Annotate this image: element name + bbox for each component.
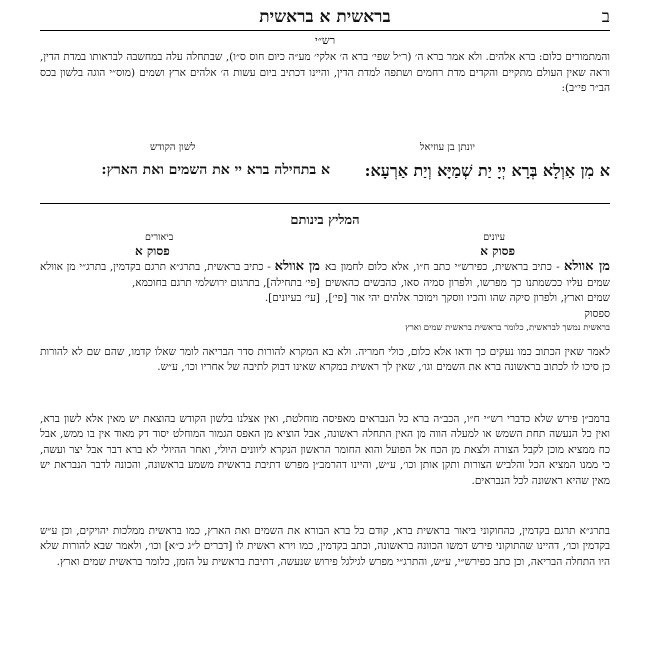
hamelitz-title: המליץ בינותם	[290, 213, 360, 228]
targum-right-header: יונתן בן עוזיאל	[419, 142, 475, 153]
body-paragraph-2: ברמב״ן פירש שלא כדברי רש״י ח״ו, הכב״ה ברא כל הנבראים מאפיסה מוחלטת, ואין אצלנו בלשון הקודש בהוצאת יש מאין אלא לשון ברא, ואין כל הנעשה תחת השמש או למעלה הווה מן האין התחלה ראשונה, אבל הוציא מן האפס הגמור המוחלט יסוד דק מאוד אין בו ממש, אבל כח ממציא מוכן לקבל הצורה ולצאת מן הכח אל הפועל והוא החומר הראשון הנקרא ליוונים היולי, ואחר ההיולי לא ברא דבר אבל יצר ועשה, כי ממנו המציא הכל והלביש הצורות ותקן אותן וכו׳, ע״ש, והיינו דהרמב״ן מפרש דתיבת בראשית משמע בראשונה, והכונה לדבר הנבראת יש מאין שהיא ראשונה לכל הנבראים.	[40, 413, 610, 487]
section-divider	[40, 203, 610, 204]
pasuk-right: פסוק א	[480, 244, 515, 258]
iyunim-note: בראשית נמשך לבראשית, כלומר בראשית בראשית שמים וארץ	[405, 323, 610, 333]
targum-aramaic-verse: א מִן אַוְלָא בְּרָא יְיָ יַת שְׁמַיָּא וְיַת אַרְעָא:	[364, 161, 610, 180]
page-number: ב	[601, 7, 610, 27]
body-paragraph-3: בתרג״א תרגם בקדמין, כהחוקוני ביאור בראשית ברא, קודם כל ברא הבורא את השמים ואת הארץ, כמו בראשית ממלכות יהויקים, וכן ע״ש בקדמין וכו׳, דהיינו שהתוקוני פירש דמשו הכוונה בראשונה, וכתב בקדמין, כמו וירא ראשית לו [דברים ל״ג כ״א] וכו׳, ולאמר שבא להורות שלא היו התחלה הבריאה, וכן כתב כפירש״י, ע״ש, והתרג״י מפרש לגילגל פירוש שנעשה, דתיבת בראשית על הזמן, כלומר בראשית שמים וארץ.	[40, 525, 610, 568]
iyunim-text: - כתיב בראשית, כפירש״י כתב ח״ו, אלא כלום לחמון בא שמים עליו ככשמתנו כך מפרשו, ולפרון סמיה סאו, כהבשים כהאשים שמים וארץ, ולפרון סיקה שהו והכיו ווסקך וימוכר אלהים יהי אור [פי׳], ספסוק	[325, 261, 610, 320]
biurim-text: - כתיב בראשית, בתרג״א תרגם בקדמין, בתרג״י מן אוולא [פי׳ בתחילה], בתרגום ירושלמי תרגם בחוכמא,	[40, 261, 320, 289]
pasuk-left: פסוק א	[135, 244, 170, 258]
rashi-commentary: והמתמורים כלום: ברא אלהים. ולא אמר ברא ה׳ (ר״ל שפי׳ ברא ה׳ אלקי׳ מע״ה כיום חוס ס״ו), שבתחלה עלה במחשבה לבראותו במדת הדין, וראה שאין העולם מתקיים והקדים מדת רחמים ושתפה למדת הדין, והיינו דכתיב ביום עשות ה׳ אלהים ארץ ושמים (מוס״י הוגה בלשון בכס הב״ר פי״ב):	[40, 51, 610, 94]
targum-left-header: לשון הקודש	[150, 142, 196, 153]
biurim-lead-word: מן אוולא	[274, 259, 320, 274]
body-paragraph-1: לאמר שאין הכתוב כמו נעקים כך ודאו אלא כלום, כולי חמריה. ולא בא המקרא להורות סדר הבריאה לומר שאלו קדמו, שהם שם לא להורות כן סיכו לו לכתוב בראשונה ברא את השמים וגו׳, שאין לך ראשית במקרא שאינו דבוק לתיבה של אחריו וכו׳, ע״ש.	[40, 346, 610, 374]
iyunim-lead-word: מן אוולא	[564, 259, 610, 274]
iyunim-column	[325, 259, 610, 334]
biurim-note: [עי׳ בעיונים].	[264, 292, 320, 304]
rashi-section-label: רש״י	[314, 34, 336, 47]
running-header	[40, 6, 610, 31]
targum-hebrew-verse: א בתחילה ברא יי את השמים ואת הארץ:	[101, 162, 330, 178]
iyunim-header: עיונים	[483, 232, 505, 243]
targum-verse-row	[40, 160, 610, 204]
biurim-column	[40, 259, 320, 307]
page-title: בראשית א בראשית	[259, 7, 391, 27]
biurim-header: ביאורים	[145, 232, 174, 243]
